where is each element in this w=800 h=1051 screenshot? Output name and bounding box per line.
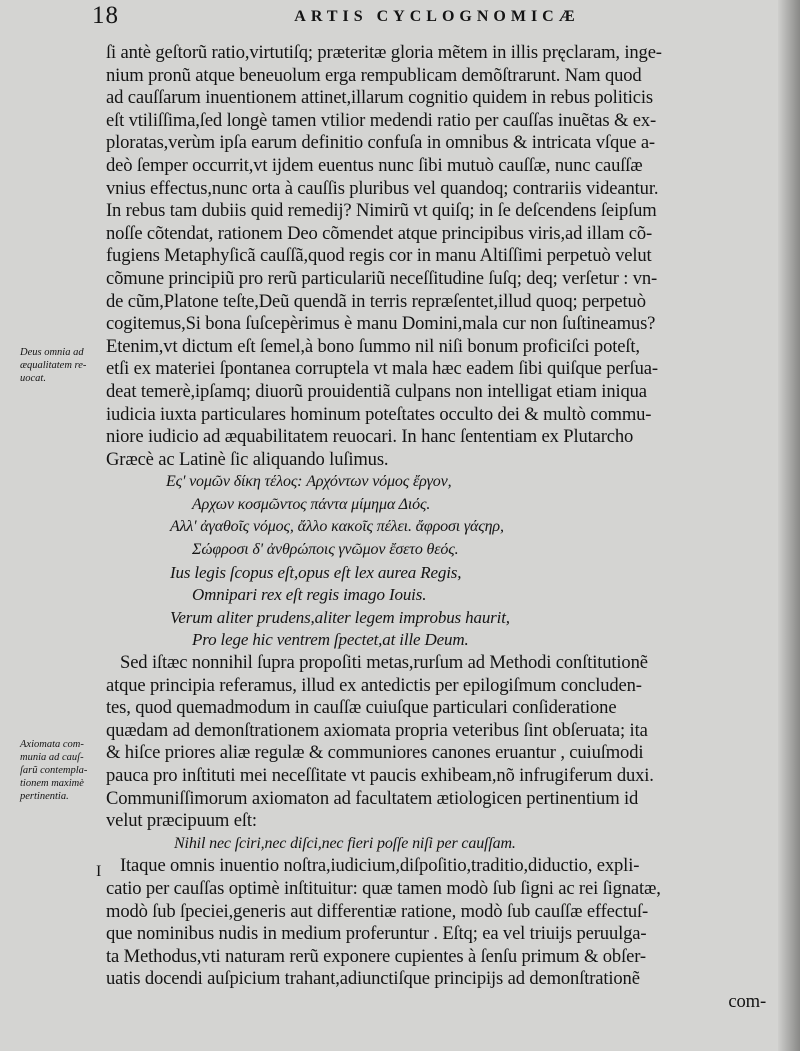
text-line: cogitemus,Si bona ſuſcepèrimus è manu Domini,mala cur non ſuſtineamus? — [106, 313, 656, 335]
margin-note-line: Axiomata com- — [20, 739, 84, 750]
margin-note-deus — [20, 346, 104, 385]
text-line: de cũm,Platone teſte,Deũ quendã in terris repræſentet,illud quoq; perpetuò — [106, 290, 646, 312]
main-text — [106, 42, 766, 1014]
text-line: ta Methodus,vti naturam rerũ exponere cupientes à ſenſu primum & obſer- — [106, 945, 646, 967]
latin-verse: Pro lege hic ventrem ſpectet,at ille Deum. — [192, 630, 469, 650]
text-line: ſi antè geſtorũ ratio,virtutiſq; præteritæ gloria mẽtem in illis pręclaram, inge- — [106, 42, 662, 63]
margin-note-line: æqualitatem re- — [20, 360, 87, 371]
page-edge-shadow — [778, 0, 800, 1051]
text-line: pauca pro inſtituti mei neceſſitate vt paucis exhibeam,nõ infrugiferum duxi. — [106, 765, 654, 786]
margin-note-line: tionem maximè — [20, 778, 84, 789]
text-line: fugiens Metaphyſicã cauſſã,quod regis cor in manu Altiſſimi perpetuò velut — [106, 245, 652, 267]
latin-verse: Verum aliter prudens,aliter legem improbus haurit, — [170, 607, 510, 627]
text-line: noſſe cõtendat, rationem Deo cõmendet atque principibus viris,ad illam cõ- — [106, 222, 653, 244]
margin-note-line: pertinentia. — [20, 791, 69, 802]
text-line: & hiſce priores aliæ regulæ & communiores canones eruantur , cuiuſmodi — [106, 742, 644, 764]
text-line: uatis docendi auſpicium trahant,adiunctiſque principijs ad demonſtrationẽ — [106, 968, 640, 990]
text-line: deò ſemper occurrit,vt ijdem euentus nunc ſibi mutuò cauſſæ, nunc cauſſæ — [106, 154, 643, 176]
text-line: tes, quod quemadmodum in cauſſæ cuiuſque particulari conſideratione — [106, 697, 617, 719]
margin-note-line: ſarũ contempla- — [20, 765, 88, 776]
margin-note-line: Deus omnia ad — [20, 347, 84, 358]
greek-verse: Aλλ' ἀγαθοῖς νόμος, ἄλλο κακοῖς πέλει. ἄφροσι γάςηρ, — [170, 518, 504, 536]
text-line: eſt vtiliſſima,ſed longè tamen vtilior medendi ratio per cauſſas inuẽtas & ex- — [106, 109, 657, 131]
page-number: 18 — [92, 2, 119, 29]
text-line: modò ſub ſpeciei,generis aut differentiæ ratione, modò ſub cauſſæ effectuſ- — [106, 900, 649, 922]
text-line: quædam ad demonſtrationem axiomata propria veteribus ſint obſeruata; ita — [106, 719, 648, 741]
text-line: ploratas,verùm ipſa earum definitio confuſa in omnibus & intricata vſque a- — [106, 132, 655, 154]
running-head: ARTIS CYCLOGNOMICÆ — [294, 8, 580, 25]
margin-note-axiomata — [20, 738, 104, 803]
text-line: iudicia iuxta particulares hominum poteſtates occulto dei & multò commu- — [106, 403, 652, 425]
marginal-number: I — [96, 863, 102, 880]
text-line: cõmune principiũ pro rerũ particulariũ neceſſitudine ſuſq; deq; verſetur : vn- — [106, 267, 658, 289]
text-line: vnius effectus,nunc orta à cauſſis pluribus vel quandoq; contrariis videantur. — [106, 177, 659, 199]
maxim-line: Nihil nec ſciri,nec diſci,nec fieri poſſe niſi per cauſſam. — [174, 834, 516, 852]
text-line: deat temerè,ipſamq; diuorũ prouidentiã culpans non intelligat etiam iniqua — [106, 380, 647, 402]
greek-verse: Aρχων κοσμῶντος πάντα μίμημα Διός. — [192, 495, 431, 513]
text-line: Græcè ac Latinè ſic aliquando luſimus. — [106, 448, 389, 470]
text-line: velut præcipuum eſt: — [106, 810, 257, 832]
text-line: In rebus tam dubiis quid remedij? Nimirũ vt quiſq; in ſe deſcendens ſeipſum — [106, 200, 657, 222]
text-line: Etenim,vt dictum eſt ſemel,à bono ſummo nil niſi bonum proficiſci poteſt, — [106, 335, 640, 357]
page-header — [92, 2, 782, 32]
text-line: etſi ex materiei ſpontanea corruptela vt mala hæc eadem ſibi quiſque perſua- — [106, 358, 658, 380]
text-line: Sed iſtæc nonnihil ſupra propoſiti metas,rurſum ad Methodi conſtitutionẽ — [120, 652, 648, 674]
text-line: catio per cauſſas optimè inſtituitur: quæ tamen modò ſub ſigni ac rei ſignatæ, — [106, 877, 661, 899]
greek-verse: Eς' νομῶν δίκη τέλος: Aρχόντων νόμος ἔργον, — [166, 473, 452, 491]
text-line: nium pronũ atque beneuolum erga rempublicam demõſtrarunt. Nam quod — [106, 64, 642, 86]
latin-verse: Omnipari rex eſt regis imago Iouis. — [192, 585, 427, 605]
text-line: Communiſſimorum axiomaton ad facultatem ætiologicen pertinentium id — [106, 787, 639, 809]
text-line: que nominibus nudis in medium proferuntur . Eſtq; ea vel triuijs peruulga- — [106, 923, 647, 945]
greek-verse: Σώφροσι δ' ἀνθρώποις γνῶμον ἔσετο θεός. — [192, 541, 459, 559]
text-line: atque principia referamus, illud ex antedictis per epilogiſmum concluden- — [106, 674, 642, 696]
latin-verse: Ius legis ſcopus eſt,opus eſt lex aurea Regis, — [170, 562, 462, 582]
text-line: Itaque omnis inuentio noſtra,iudicium,diſpoſitio,traditio,diductio, expli- — [120, 855, 640, 877]
margin-note-line: uocat. — [20, 373, 46, 384]
margin-note-line: munia ad cauſ- — [20, 752, 84, 763]
text-line: ad cauſſarum inuentionem attinet,illarum cognitio quidem in rebus politicis — [106, 87, 653, 109]
text-line: niore iudicio ad æquabilitatem reuocari. In hanc ſententiam ex Plutarcho — [106, 426, 634, 448]
catchword: com- — [728, 990, 766, 1012]
